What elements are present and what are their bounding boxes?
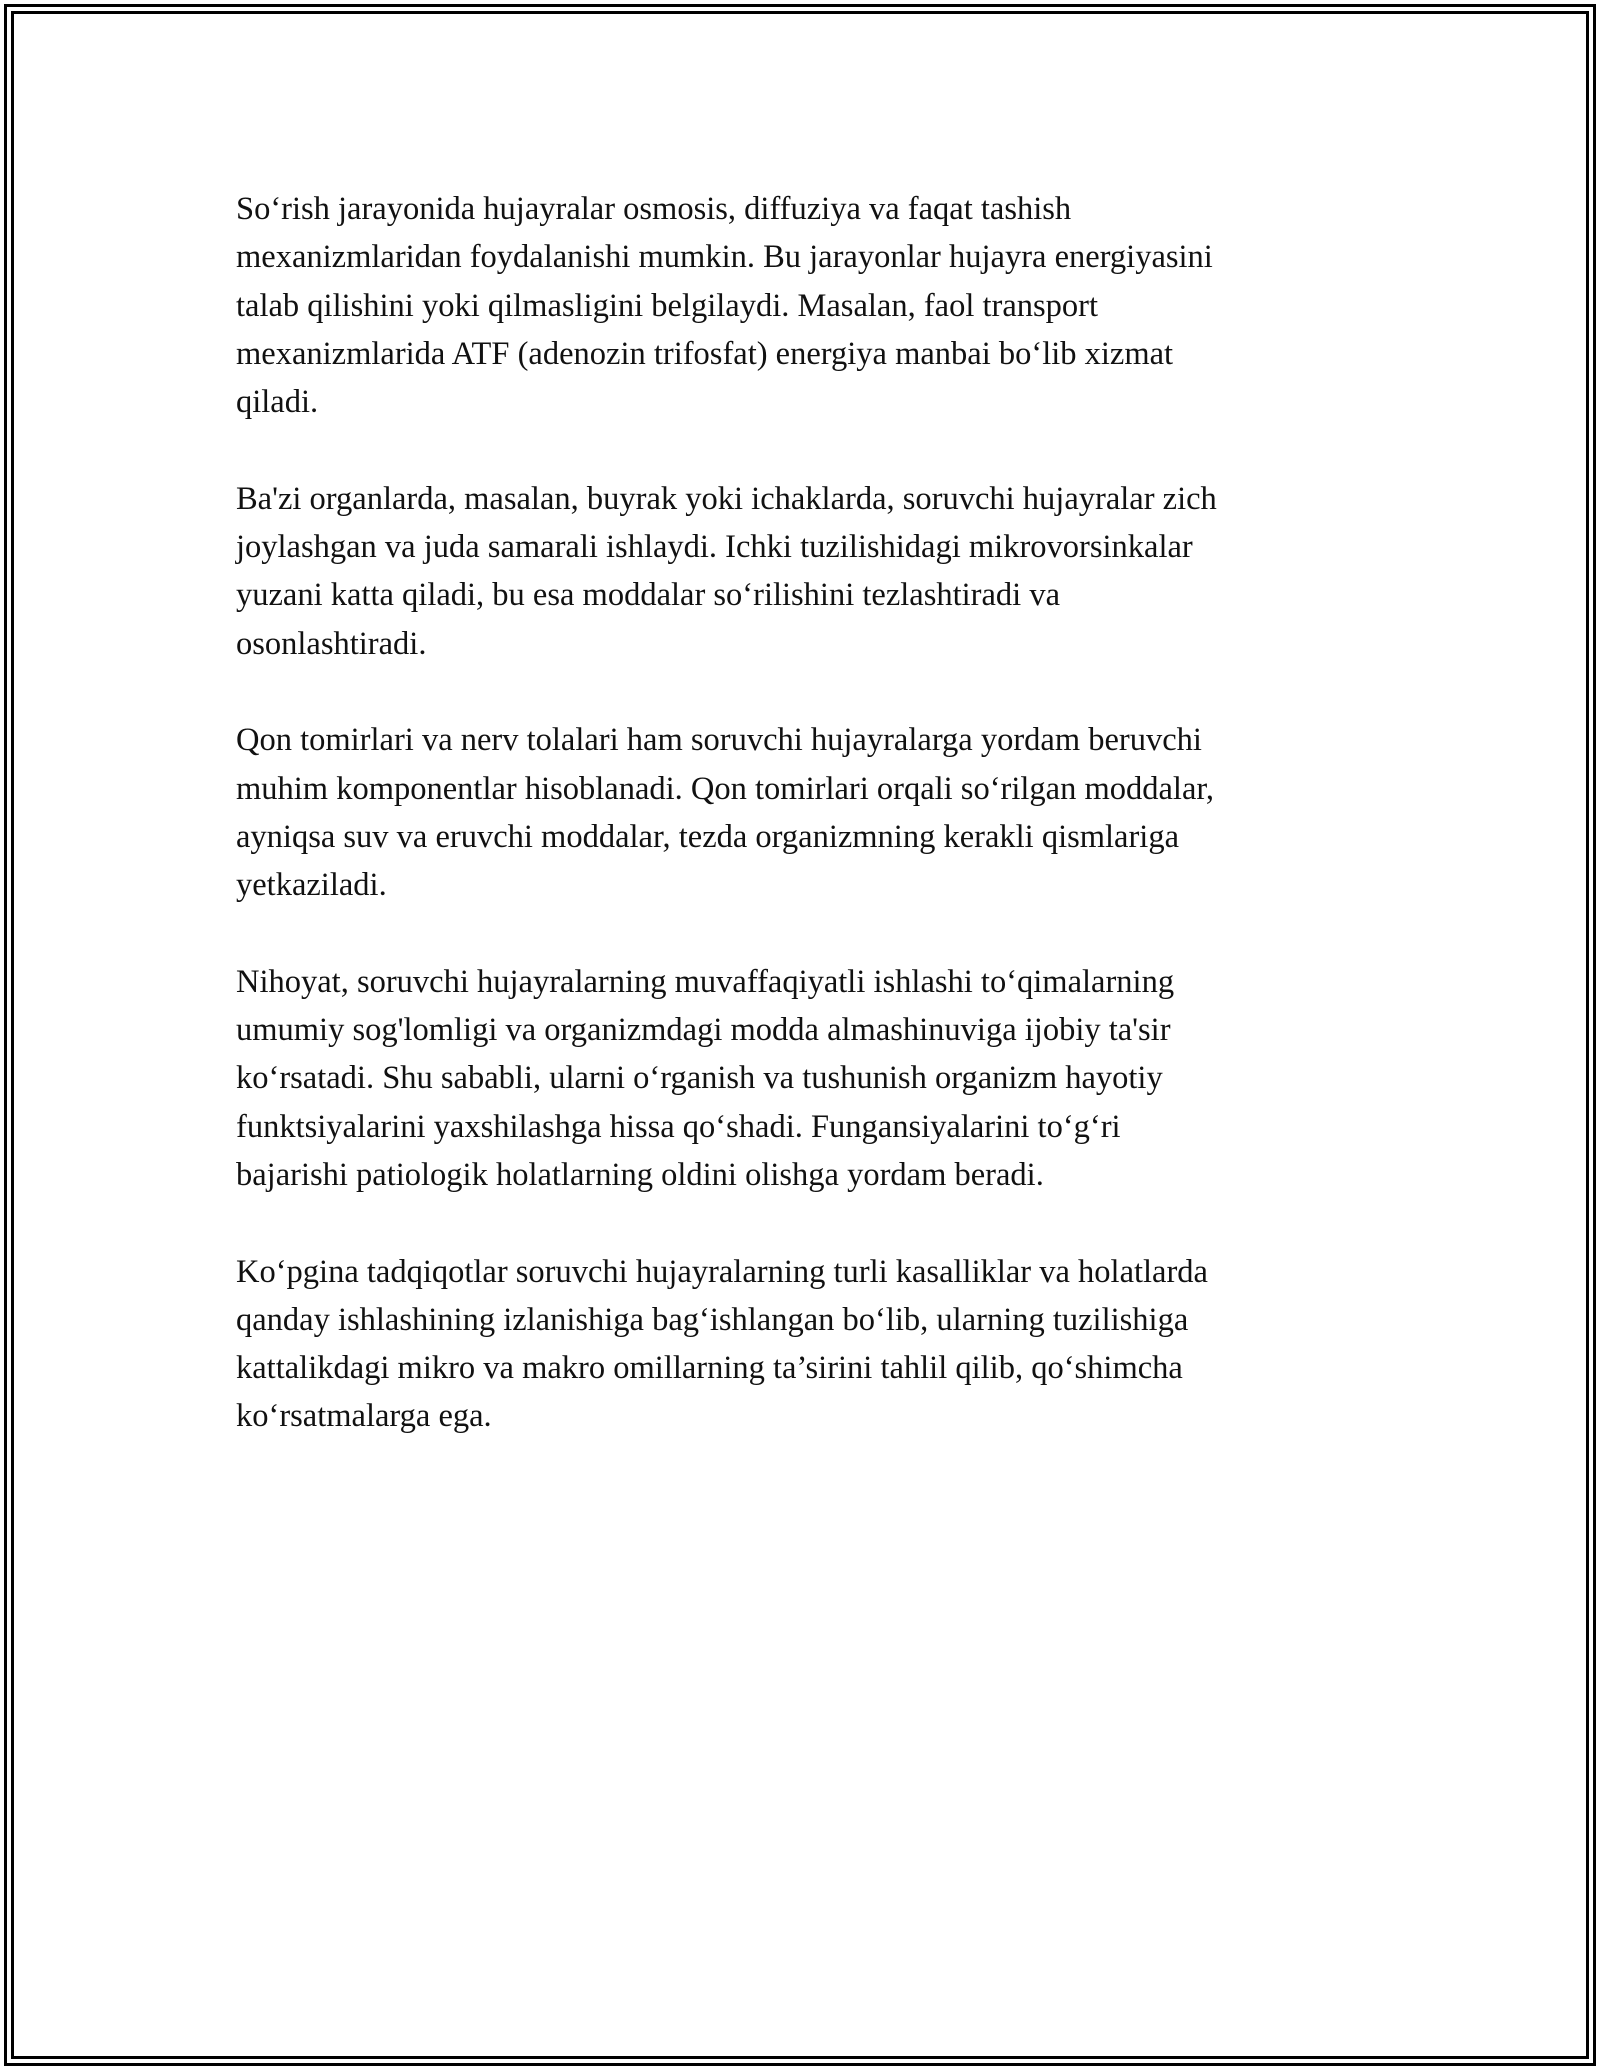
paragraph-5: Ko‘pgina tadqiqotlar soruvchi hujayralarning turli kasalliklar va holatlarda qanday ishlashining izlanishiga bag‘ishlangan bo‘lib, ularning tuzilishiga kattalikdagi mikro va makro omillarning ta’sirini tahlil qilib, qo‘shimcha ko‘rsatmalarga ega.	[236, 1253, 1208, 1435]
paragraph-4: Nihoyat, soruvchi hujayralarning muvaffaqiyatli ishlashi to‘qimalarning umumiy sog'lomligi va organizmdagi modda almashinuviga ijobiy ta'sir ko‘rsatadi. Shu sababli, ularni o‘rganish va tushunish organizm hayotiy funktsiyalarini yaxshilashga hissa qo‘shadi. Fungansiyalarini to‘g‘ri bajarishi patiologik holatlarning oldini olishga yordam beradi.	[236, 963, 1175, 1193]
paragraph-3: Qon tomirlari va nerv tolalari ham soruvchi hujayralarga yordam beruvchi muhim komponentlar hisoblanadi. Qon tomirlari orqali so‘rilgan moddalar, ayniqsa suv va eruvchi moddalar, tezda organizmning kerakli qismlariga yetkaziladi.	[236, 722, 1215, 904]
paragraph-1: So‘rish jarayonida hujayralar osmosis, diffuziya va faqat tashish mexanizmlaridan foydalanishi mumkin. Bu jarayonlar hujayra energiyasini talab qilishini yoki qilmasligini belgilaydi. Masalan, faol transport mexanizmlarida ATF (adenozin trifosfat) energiya manbai bo‘lib xizmat qiladi.	[236, 191, 1213, 421]
paragraph-2: Ba'zi organlarda, masalan, buyrak yoki ichaklarda, soruvchi hujayralar zich joylashgan va juda samarali ishlaydi. Ichki tuzilishidagi mikrovorsinkalar yuzani katta qiladi, bu esa moddalar so‘rilishini tezlashtiradi va osonlashtiradi.	[236, 480, 1217, 662]
document-body	[236, 185, 1366, 1441]
